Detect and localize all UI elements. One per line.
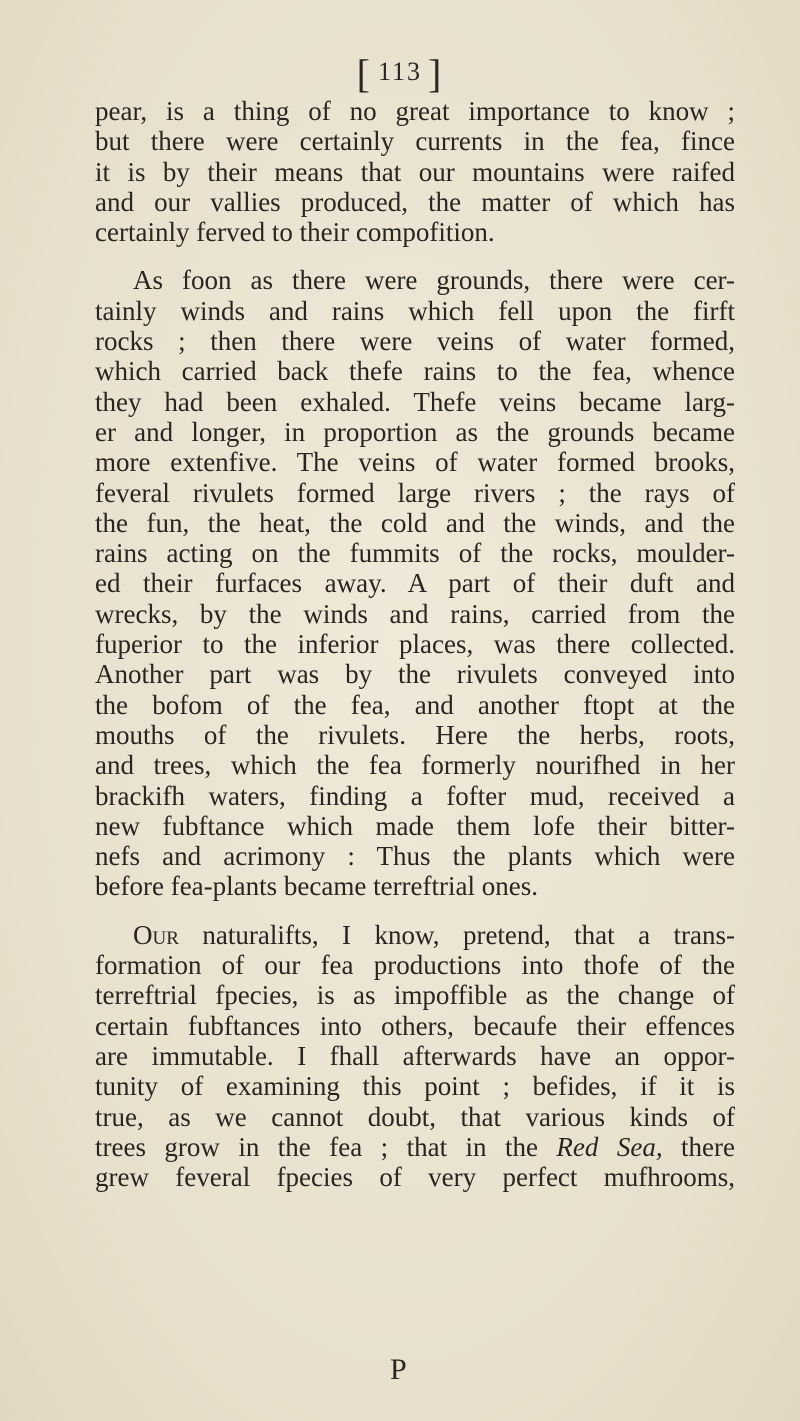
paragraph-3	[95, 920, 735, 1193]
body-text	[95, 96, 735, 1192]
text-line: pear, is a thing of no great importance to know ;	[95, 96, 735, 126]
bracket-left: [	[356, 51, 372, 96]
text-line: terreftrial fpecies, is as impoffible as the change of	[95, 980, 735, 1011]
line-rest: naturalifts, I know, pretend, that a trans-	[178, 919, 735, 950]
text-line: it is by their means that our mountains were raifed	[95, 156, 735, 187]
text-line: fuperior to the inferior places, was there collected.	[95, 629, 735, 660]
text-line: certainly ferved to their compofition.	[95, 217, 495, 248]
text-line: As foon as there were grounds, there were cer-	[133, 265, 735, 296]
text-line: the fun, the heat, the cold and the winds, and the	[95, 507, 735, 538]
text-line: which carried back thefe rains to the fea, whence	[95, 356, 735, 387]
text-line: wrecks, by the winds and rains, carried from the	[95, 598, 735, 629]
line-start: trees grow in the fea ; that in the	[95, 1131, 557, 1162]
text-line: are immutable. I fhall afterwards have an oppor-	[95, 1040, 735, 1071]
text-line: the bofom of the fea, and another ftopt at the	[95, 689, 735, 720]
text-line: and our vallies produced, the matter of which has	[95, 186, 735, 217]
italic-phrase: Red Sea,	[556, 1131, 663, 1162]
page-header	[0, 50, 800, 97]
text-line: ed their furfaces away. A part of their duft and	[95, 568, 735, 599]
text-line: nefs and acrimony : Thus the plants which were	[95, 841, 735, 872]
text-line: mouths of the rivulets. Here the herbs, roots,	[95, 719, 735, 750]
signature-mark: P	[390, 1353, 407, 1386]
text-line: more extenfive. The veins of water formed brooks,	[95, 447, 735, 478]
text-line: formation of our fea productions into thofe of the	[95, 950, 735, 981]
text-line: grew feveral fpecies of very perfect mufhrooms,	[95, 1162, 735, 1193]
text-line: tainly winds and rains which fell upon the firft	[95, 295, 735, 326]
text-line	[95, 920, 735, 950]
text-line: rocks ; then there were veins of water formed,	[95, 326, 735, 357]
text-line: Another part was by the rivulets conveyed into	[95, 659, 735, 690]
paragraph-2	[95, 265, 735, 901]
text-line	[95, 1132, 735, 1162]
bracket-right: ]	[428, 51, 444, 96]
text-line: before fea-plants became terreftrial ones.	[95, 871, 538, 902]
text-line: tunity of examining this point ; befides, if it is	[95, 1071, 735, 1102]
paragraph-1	[95, 96, 735, 247]
text-line: feveral rivulets formed large rivers ; the rays of	[95, 477, 735, 508]
text-line: rains acting on the fummits of the rocks, moulder-	[95, 538, 735, 569]
text-line: and trees, which the fea formerly nourifhed in her	[95, 750, 735, 781]
text-line: new fubftance which made them lofe their bitter-	[95, 810, 735, 841]
line-end: there	[662, 1131, 735, 1162]
lead-word: Our	[133, 919, 179, 950]
text-line: brackifh waters, finding a fofter mud, received a	[95, 780, 735, 811]
text-line: but there were certainly currents in the fea, fince	[95, 126, 735, 157]
text-line: certain fubftances into others, becaufe their effences	[95, 1010, 735, 1041]
text-line: er and longer, in proportion as the grounds became	[95, 416, 735, 447]
page-number: 113	[377, 57, 423, 86]
text-line: they had been exhaled. Thefe veins became larg-	[95, 386, 735, 417]
text-line: true, as we cannot doubt, that various kinds of	[95, 1101, 735, 1132]
